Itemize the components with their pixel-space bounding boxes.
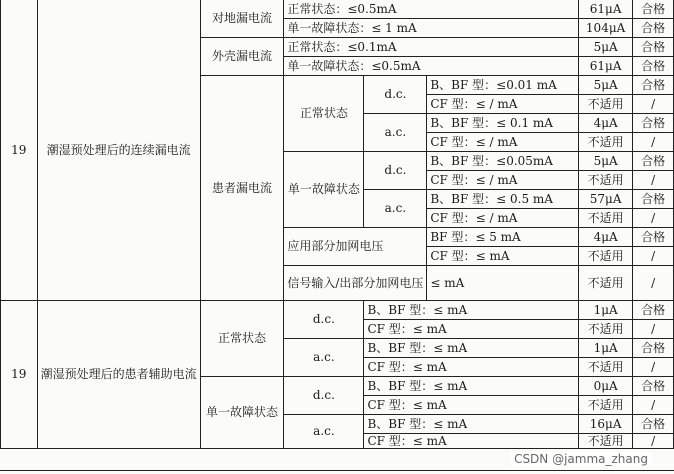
result-cell: / <box>633 247 674 266</box>
measured-value: 57μA <box>579 190 633 209</box>
current-type: d.c. <box>364 152 427 190</box>
requirement-cell: B、BF 型：≤ 0.1 mA <box>427 114 579 133</box>
sub-item: 外壳漏电流 <box>200 38 284 76</box>
requirement-cell: B、BF 型：≤ mA <box>364 301 579 320</box>
result-cell: 合格 <box>633 301 674 320</box>
measured-value: 不适用 <box>579 320 633 339</box>
measured-value: 104μA <box>579 19 633 38</box>
state-label: 应用部分加网电压 <box>284 228 427 266</box>
result-cell: 合格 <box>633 415 674 434</box>
current-type: d.c. <box>284 377 364 415</box>
requirement-cell: CF 型：≤ / mA <box>427 133 579 152</box>
result-cell: 合格 <box>633 38 674 57</box>
result-cell: 合格 <box>633 19 674 38</box>
result-cell: / <box>633 266 674 301</box>
current-type: a.c. <box>364 190 427 228</box>
result-cell: / <box>633 171 674 190</box>
measured-value: 5μA <box>579 38 633 57</box>
requirement-cell: 正常状态：≤0.1mA <box>284 38 579 57</box>
requirement-cell: B、BF 型：≤ mA <box>364 377 579 396</box>
measured-value: 1μA <box>579 339 633 358</box>
requirement-cell: CF 型：≤ mA <box>364 396 579 415</box>
measured-value: 不适用 <box>579 209 633 228</box>
requirement-cell: CF 型：≤ mA <box>364 358 579 377</box>
requirement-cell: B、BF 型：≤ 0.5 mA <box>427 190 579 209</box>
measured-value: 不适用 <box>579 133 633 152</box>
result-cell: 合格 <box>633 57 674 76</box>
sub-item: 对地漏电流 <box>200 0 284 38</box>
result-cell: 合格 <box>633 228 674 247</box>
result-cell: / <box>633 95 674 114</box>
current-type: a.c. <box>364 114 427 152</box>
result-cell: 合格 <box>633 152 674 171</box>
result-cell: / <box>633 133 674 152</box>
requirement-cell: CF 型：≤ mA <box>364 320 579 339</box>
requirement-cell: B、BF 型：≤ mA <box>364 339 579 358</box>
state-label: 信号输入/出部分加网电压 <box>284 266 427 301</box>
requirement-cell: 单一故障状态：≤ 1 mA <box>284 19 579 38</box>
requirement-cell: B、BF 型：≤ mA <box>364 415 579 434</box>
requirement-cell: B、BF 型：≤0.05mA <box>427 152 579 171</box>
current-type: d.c. <box>364 76 427 114</box>
requirement-cell: CF 型：≤ mA <box>364 434 579 449</box>
result-cell: / <box>633 320 674 339</box>
item-number: 19 <box>1 301 38 449</box>
table-row <box>1 301 674 320</box>
measured-value: 不适用 <box>579 247 633 266</box>
measured-value: 1μA <box>579 301 633 320</box>
result-cell: / <box>633 434 674 449</box>
table-row <box>1 0 674 19</box>
state-label: 单一故障状态 <box>200 377 284 449</box>
result-cell: 合格 <box>633 377 674 396</box>
measured-value: 4μA <box>579 228 633 247</box>
requirement-cell: CF 型：≤ / mA <box>427 95 579 114</box>
result-cell: 合格 <box>633 76 674 95</box>
result-cell: 合格 <box>633 114 674 133</box>
requirement-cell: CF 型：≤ / mA <box>427 209 579 228</box>
requirement-cell: B、BF 型：≤0.01 mA <box>427 76 579 95</box>
requirement-cell: 正常状态：≤0.5mA <box>284 0 579 19</box>
current-type: a.c. <box>284 339 364 377</box>
item-title: 潮湿预处理后的连续漏电流 <box>37 0 200 301</box>
item-title: 潮湿预处理后的患者辅助电流 <box>37 301 200 449</box>
measured-value: 0μA <box>579 377 633 396</box>
result-cell: 合格 <box>633 0 674 19</box>
watermark: CSDN @jamma_zhang <box>510 452 652 466</box>
result-cell: / <box>633 396 674 415</box>
measured-value: 61μA <box>579 57 633 76</box>
result-cell: / <box>633 209 674 228</box>
measured-value: 4μA <box>579 114 633 133</box>
measured-value: 16μA <box>579 415 633 434</box>
state-label: 单一故障状态 <box>284 152 364 228</box>
requirement-cell: BF 型：≤ 5 mA <box>427 228 579 247</box>
current-type: d.c. <box>284 301 364 339</box>
measured-value: 5μA <box>579 76 633 95</box>
page-bottom-rule <box>0 470 674 471</box>
measured-value: 61μA <box>579 0 633 19</box>
result-cell: 合格 <box>633 190 674 209</box>
measured-value: 不适用 <box>579 358 633 377</box>
measured-value: 不适用 <box>579 95 633 114</box>
requirement-cell: ≤ mA <box>427 266 579 301</box>
result-cell: / <box>633 358 674 377</box>
measured-value: 不适用 <box>579 434 633 449</box>
requirement-cell: 单一故障状态：≤0.5mA <box>284 57 579 76</box>
measured-value: 不适用 <box>579 171 633 190</box>
requirement-cell: CF 型：≤ / mA <box>427 171 579 190</box>
measured-value: 5μA <box>579 152 633 171</box>
state-label: 正常状态 <box>284 76 364 152</box>
measured-value: 不适用 <box>579 266 633 301</box>
sub-item: 患者漏电流 <box>200 76 284 301</box>
state-label: 正常状态 <box>200 301 284 377</box>
measured-value: 不适用 <box>579 396 633 415</box>
result-cell: 合格 <box>633 339 674 358</box>
item-number: 19 <box>1 0 38 301</box>
requirement-cell: CF 型：≤ mA <box>427 247 579 266</box>
current-type: a.c. <box>284 415 364 449</box>
